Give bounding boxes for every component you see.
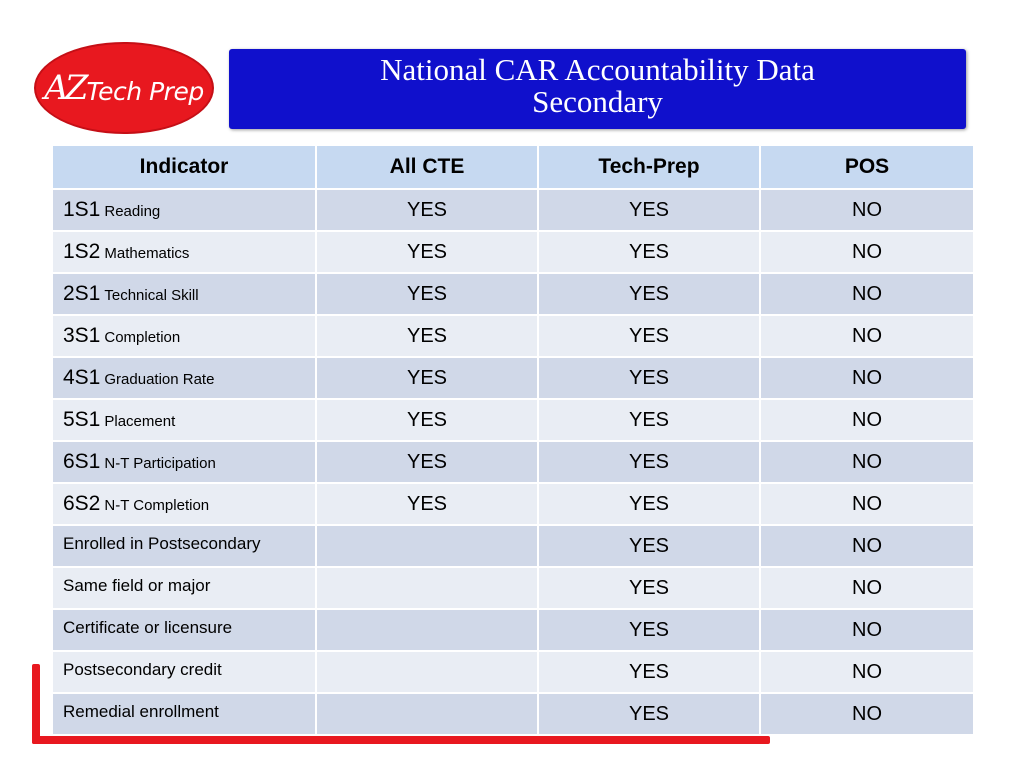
indicator-code: 5S1 <box>63 408 101 431</box>
red-accent-bar-bottom <box>32 736 770 744</box>
pos-cell: NO <box>760 441 974 483</box>
table-row <box>52 273 974 315</box>
all-cte-cell: YES <box>316 189 538 231</box>
table-row <box>52 693 974 735</box>
table-row <box>52 315 974 357</box>
tech-prep-cell: YES <box>538 693 760 735</box>
pos-cell: NO <box>760 609 974 651</box>
indicator-cell <box>52 315 316 357</box>
indicator-cell <box>52 441 316 483</box>
pos-cell: NO <box>760 399 974 441</box>
indicator-code: 6S2 <box>63 492 101 515</box>
all-cte-cell: YES <box>316 273 538 315</box>
indicator-cell: Enrolled in Postsecondary <box>52 525 316 567</box>
indicator-cell: Same field or major <box>52 567 316 609</box>
indicator-code: 4S1 <box>63 366 101 389</box>
table-row <box>52 441 974 483</box>
tech-prep-cell: YES <box>538 525 760 567</box>
tech-prep-cell: YES <box>538 651 760 693</box>
indicator-cell <box>52 357 316 399</box>
table-row <box>52 483 974 525</box>
table-row <box>52 609 974 651</box>
indicator-code: 1S2 <box>63 240 101 263</box>
header-all-cte: All CTE <box>316 145 538 189</box>
all-cte-cell <box>316 651 538 693</box>
tech-prep-cell: YES <box>538 441 760 483</box>
slide-subtitle: Secondary <box>532 84 663 119</box>
header-pos: POS <box>760 145 974 189</box>
pos-cell: NO <box>760 651 974 693</box>
indicator-cell <box>52 483 316 525</box>
indicator-name: Placement <box>104 413 176 430</box>
table-row <box>52 189 974 231</box>
pos-cell: NO <box>760 483 974 525</box>
tech-prep-cell: YES <box>538 315 760 357</box>
pos-cell: NO <box>760 357 974 399</box>
all-cte-cell: YES <box>316 231 538 273</box>
pos-cell: NO <box>760 693 974 735</box>
indicator-cell <box>52 399 316 441</box>
all-cte-cell: YES <box>316 399 538 441</box>
indicator-cell <box>52 273 316 315</box>
pos-cell: NO <box>760 525 974 567</box>
indicator-name: Graduation Rate <box>104 371 215 388</box>
header-indicator: Indicator <box>52 145 316 189</box>
header-tech-prep: Tech-Prep <box>538 145 760 189</box>
table-row <box>52 399 974 441</box>
all-cte-cell <box>316 609 538 651</box>
indicator-cell: Remedial enrollment <box>52 693 316 735</box>
indicator-cell <box>52 231 316 273</box>
indicator-name: N-T Completion <box>104 497 210 514</box>
all-cte-cell <box>316 525 538 567</box>
table-row <box>52 357 974 399</box>
all-cte-cell: YES <box>316 483 538 525</box>
indicator-code: 3S1 <box>63 324 101 347</box>
table-header-row <box>52 145 974 189</box>
tech-prep-cell: YES <box>538 609 760 651</box>
indicator-code: 1S1 <box>63 198 101 221</box>
tech-prep-cell: YES <box>538 357 760 399</box>
indicator-cell: Postsecondary credit <box>52 651 316 693</box>
pos-cell: NO <box>760 231 974 273</box>
tech-prep-cell: YES <box>538 399 760 441</box>
logo-text: Tech Prep <box>86 76 204 106</box>
indicator-name: N-T Participation <box>104 455 216 472</box>
pos-cell: NO <box>760 273 974 315</box>
all-cte-cell: YES <box>316 441 538 483</box>
pos-cell: NO <box>760 567 974 609</box>
az-tech-prep-logo <box>34 42 214 134</box>
all-cte-cell <box>316 693 538 735</box>
indicator-cell <box>52 189 316 231</box>
all-cte-cell <box>316 567 538 609</box>
table-row <box>52 651 974 693</box>
red-accent-bar-left <box>32 664 40 744</box>
tech-prep-cell: YES <box>538 273 760 315</box>
all-cte-cell: YES <box>316 357 538 399</box>
indicator-code: 6S1 <box>63 450 101 473</box>
slide-title: National CAR Accountability Data <box>380 52 815 87</box>
tech-prep-cell: YES <box>538 483 760 525</box>
accountability-table <box>51 144 975 736</box>
all-cte-cell: YES <box>316 315 538 357</box>
pos-cell: NO <box>760 189 974 231</box>
tech-prep-cell: YES <box>538 567 760 609</box>
indicator-name: Mathematics <box>104 245 190 262</box>
table-row <box>52 567 974 609</box>
title-banner <box>229 49 966 129</box>
indicator-cell: Certificate or licensure <box>52 609 316 651</box>
indicator-code: 2S1 <box>63 282 101 305</box>
indicator-name: Technical Skill <box>104 287 199 304</box>
pos-cell: NO <box>760 315 974 357</box>
indicator-name: Reading <box>104 203 161 220</box>
table-row <box>52 231 974 273</box>
tech-prep-cell: YES <box>538 231 760 273</box>
indicator-name: Completion <box>104 329 181 346</box>
tech-prep-cell: YES <box>538 189 760 231</box>
table-row <box>52 525 974 567</box>
logo-mark: AZ <box>44 68 85 108</box>
